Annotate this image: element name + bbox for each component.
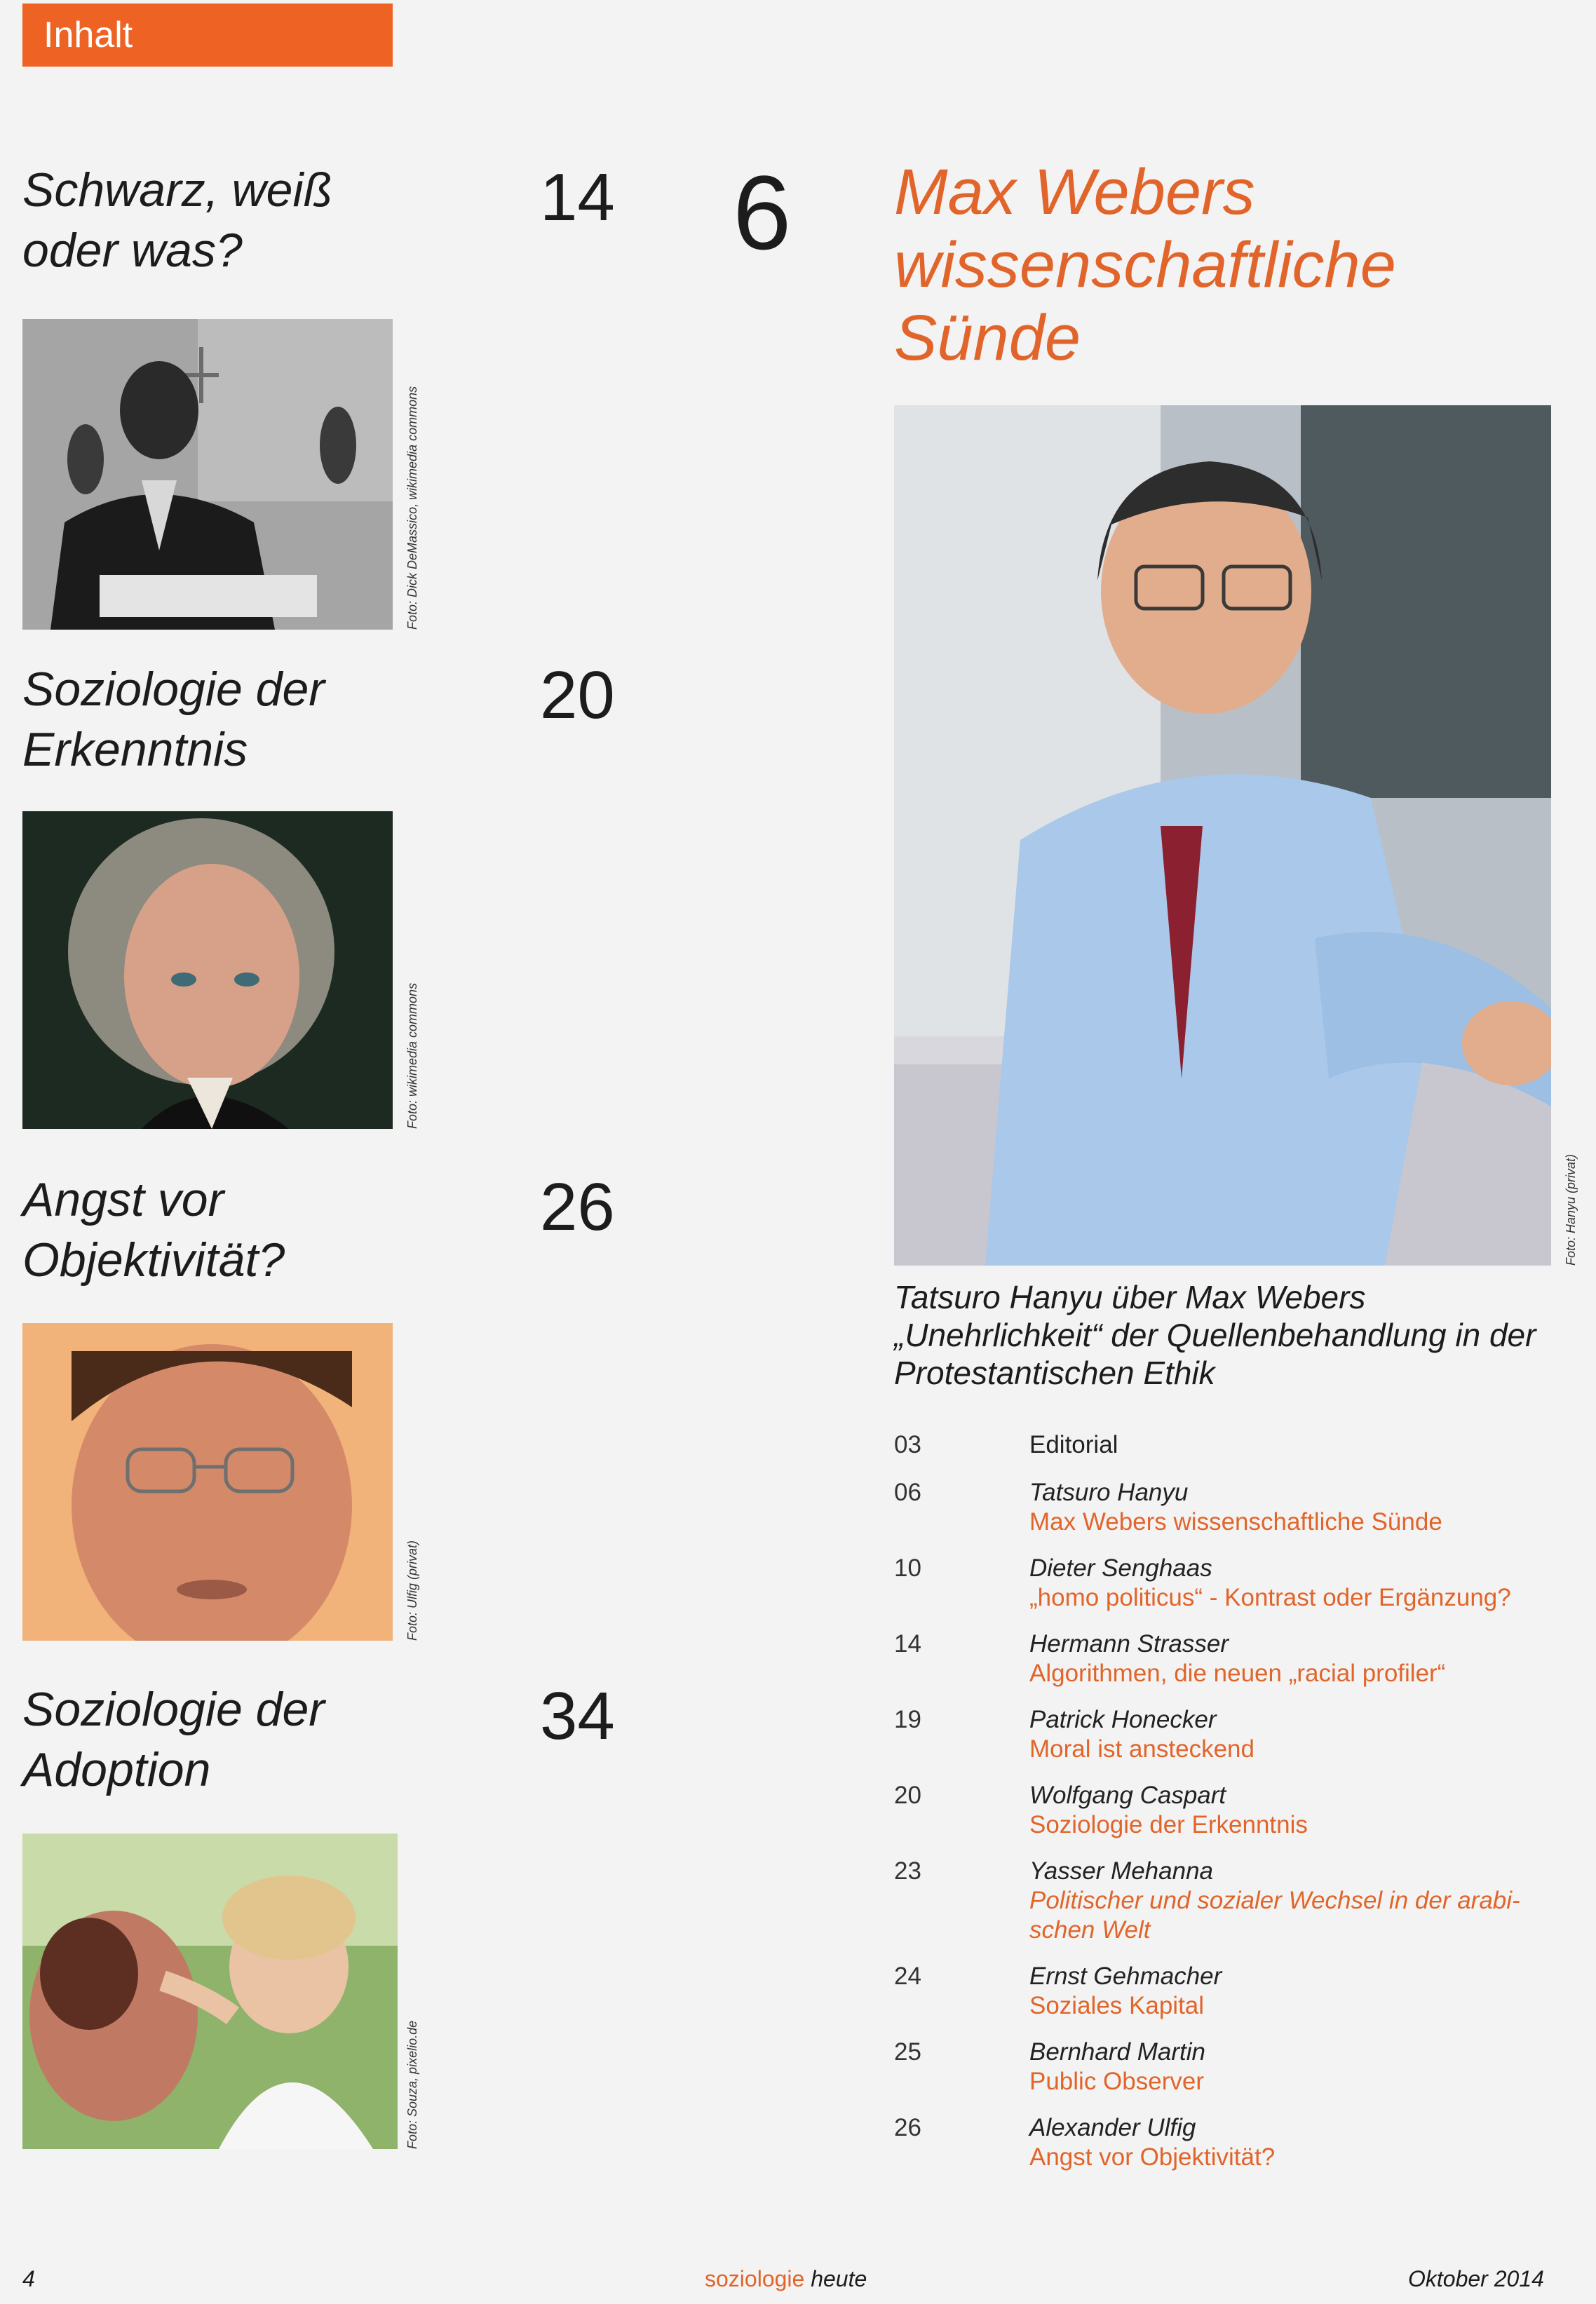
feature-title-4[interactable]: Soziologie der Adoption	[22, 1683, 325, 1796]
toc-page-number: 20	[894, 1782, 921, 1809]
toc-article-title: Algorithmen, die neuen „racial profiler“	[1029, 1660, 1446, 1687]
toc-author: Hermann Strasser	[1029, 1630, 1229, 1658]
toc-page-number: 19	[894, 1706, 921, 1733]
toc-article-title: Soziologie der Erkenntnis	[1029, 1811, 1308, 1838]
footer-magazine-name: soziologie heute	[705, 2266, 867, 2291]
main-story-page-number[interactable]: 6	[733, 154, 792, 271]
toc-author: Patrick Honecker	[1029, 1706, 1217, 1733]
photo-credit-1: Foto: Dick DeMassico, wikimedia commons	[405, 386, 419, 630]
main-photo-credit: Foto: Hanyu (privat)	[1564, 1153, 1578, 1266]
main-story-title[interactable]: Max Webers wissenschaftliche Sünde	[894, 156, 1396, 374]
main-story-caption: Tatsuro Hanyu über Max Webers „Unehrlichkeit“ der Quellenbehandlung in der Protestantischen Ethik	[894, 1279, 1536, 1391]
toc-article-title: Public Observer	[1029, 2068, 1204, 2095]
feature-photo-2[interactable]	[22, 811, 393, 1129]
feature-page-number-2[interactable]: 20	[540, 658, 615, 733]
section-header: Inhalt	[22, 4, 393, 67]
toc-article-title: Max Webers wissenschaftliche Sünde	[1029, 1508, 1442, 1536]
toc-page-number: 26	[894, 2114, 921, 2141]
feature-photo-3[interactable]	[22, 1323, 393, 1641]
toc-author: Dieter Senghaas	[1029, 1554, 1212, 1582]
toc-page-number: 14	[894, 1630, 921, 1658]
toc-article-title: Moral ist ansteckend	[1029, 1735, 1255, 1763]
feature-title-1[interactable]: Schwarz, weiß oder was?	[22, 163, 333, 277]
toc-author: Yasser Mehanna	[1029, 1857, 1214, 1885]
feature-photo-1[interactable]	[22, 319, 393, 630]
toc-article-title: Soziales Kapital	[1029, 1992, 1205, 2019]
toc-page-number: 25	[894, 2038, 921, 2066]
toc-page-number: 23	[894, 1857, 921, 1885]
toc-author: Tatsuro Hanyu	[1029, 1479, 1189, 1506]
toc-author: Alexander Ulfig	[1029, 2114, 1196, 2141]
feature-photo-4[interactable]	[22, 1834, 398, 2149]
feature-page-number-3[interactable]: 26	[540, 1170, 615, 1245]
toc-author: Bernhard Martin	[1029, 2038, 1205, 2066]
toc-author: Wolfgang Caspart	[1029, 1782, 1226, 1809]
photo-credit-3: Foto: Ulfig (privat)	[405, 1540, 419, 1641]
feature-page-number-1[interactable]: 14	[540, 160, 615, 235]
toc-editorial-label: Editorial	[1029, 1431, 1118, 1458]
toc-page-number: 03	[894, 1431, 921, 1458]
feature-title-3[interactable]: Angst vor Objektivität?	[22, 1173, 285, 1287]
main-story-photo[interactable]	[894, 405, 1551, 1266]
toc-page-number: 06	[894, 1479, 921, 1506]
toc-article-title: Politischer und sozialer Wechsel in der arabi-	[1029, 1887, 1520, 1914]
feature-title-2[interactable]: Soziologie der Erkenntnis	[22, 663, 325, 776]
photo-credit-2: Foto: wikimedia commons	[405, 982, 419, 1129]
feature-page-number-4[interactable]: 34	[540, 1679, 615, 1754]
photo-credit-4: Foto: Souza, pixelio.de	[405, 2020, 419, 2149]
footer-page-number: 4	[22, 2266, 35, 2291]
toc-article-title: Angst vor Objektivität?	[1029, 2143, 1276, 2171]
toc-page-number: 24	[894, 1963, 921, 1990]
toc-page-number: 10	[894, 1554, 921, 1582]
toc-author: Ernst Gehmacher	[1029, 1963, 1222, 1990]
toc-article-title: „homo politicus“ - Kontrast oder Ergänzung?	[1029, 1584, 1511, 1611]
footer-date: Oktober 2014	[1408, 2266, 1544, 2291]
toc-article-title-cont: schen Welt	[1029, 1916, 1151, 1944]
